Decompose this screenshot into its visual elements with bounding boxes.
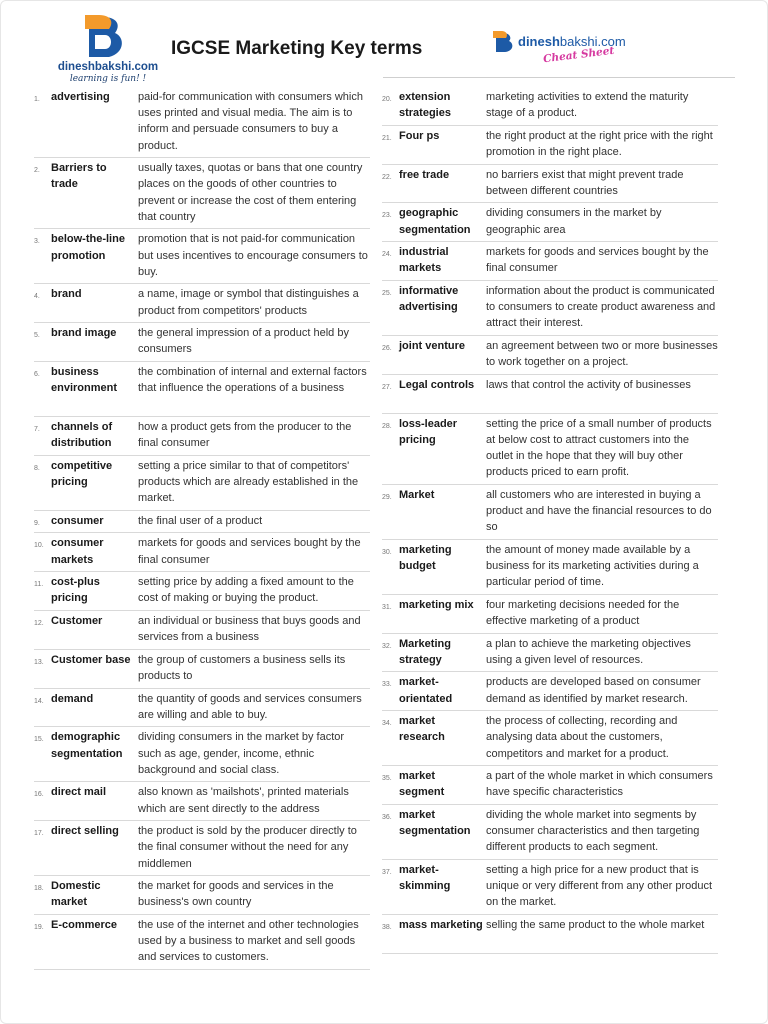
terms-column-left bbox=[34, 87, 370, 970]
term-definition: the right product at the right price with the right promotion in the right place. bbox=[486, 129, 713, 158]
term-definition: a name, image or symbol that distinguishes a product from competitors' products bbox=[138, 288, 359, 317]
page-header bbox=[1, 1, 768, 89]
term-number: 34. bbox=[382, 720, 392, 728]
term-name: brand image bbox=[51, 327, 117, 340]
term-name: Domestic market bbox=[51, 880, 101, 909]
term-number: 2. bbox=[34, 167, 40, 175]
term-number: 35. bbox=[382, 775, 392, 783]
term-definition: setting the price of a small number of products at below cost to attract customers into the outlet in the hope that they will buy other products priced to earn profit. bbox=[486, 417, 712, 479]
term-number: 26. bbox=[382, 344, 392, 352]
term-row bbox=[34, 611, 370, 650]
term-name: loss-leader pricing bbox=[399, 417, 458, 446]
term-number: 13. bbox=[34, 658, 44, 666]
term-number: 18. bbox=[34, 885, 44, 893]
term-number: 22. bbox=[382, 173, 392, 181]
term-row bbox=[34, 782, 370, 821]
logo-tagline: learning is fun! ! bbox=[69, 74, 147, 84]
term-definition: the market for goods and services in the business's own country bbox=[138, 880, 334, 909]
term-number: 15. bbox=[34, 736, 44, 744]
term-number: 25. bbox=[382, 289, 392, 297]
term-definition: no barriers exist that might prevent trade between different countries bbox=[486, 168, 684, 197]
term-number: 4. bbox=[34, 293, 40, 301]
term-name: Market bbox=[399, 488, 435, 501]
logo-right-brand: dineshbakshi.com bbox=[518, 34, 626, 49]
term-definition: the use of the internet and other technologies used by a business to market and sell goods and services to customers. bbox=[138, 918, 359, 964]
term-definition: setting price by adding a fixed amount to the cost of making or buying the product. bbox=[138, 576, 354, 605]
term-number: 37. bbox=[382, 868, 392, 876]
term-number: 23. bbox=[382, 212, 392, 220]
term-definition: dividing consumers in the market by factor such as age, gender, income, ethnic background and social class. bbox=[138, 731, 345, 776]
term-row bbox=[382, 375, 718, 414]
term-number: 30. bbox=[382, 548, 392, 556]
term-definition: an individual or business that buys goods and services from a business bbox=[138, 614, 361, 644]
cheat-sheet-logo bbox=[491, 27, 651, 67]
logo-b-icon bbox=[81, 13, 135, 61]
term-row bbox=[382, 711, 718, 766]
term-number: 19. bbox=[34, 923, 44, 931]
term-row bbox=[34, 876, 370, 915]
term-row bbox=[34, 229, 370, 284]
term-number: 16. bbox=[34, 791, 44, 799]
term-row bbox=[382, 126, 718, 165]
term-number: 14. bbox=[34, 697, 44, 705]
term-definition: dividing the whole market into segments by consumer characteristics and then targeting different products to each segment. bbox=[486, 808, 700, 854]
term-row bbox=[382, 540, 718, 595]
term-name: market research bbox=[399, 715, 445, 744]
term-row bbox=[34, 511, 370, 534]
term-name: industrial markets bbox=[399, 246, 449, 275]
term-number: 28. bbox=[382, 422, 392, 430]
term-definition: the general impression of a product held by consumers bbox=[138, 327, 349, 356]
term-name: business environment bbox=[51, 365, 118, 395]
term-name: free trade bbox=[399, 168, 450, 181]
term-number: 17. bbox=[34, 830, 44, 838]
term-definition: marketing activities to extend the maturity stage of a product. bbox=[486, 91, 689, 120]
term-name: Barriers to trade bbox=[51, 162, 107, 191]
term-definition: an agreement between two or more businesses to work together on a project. bbox=[486, 339, 718, 369]
term-name: market segmentation bbox=[399, 808, 471, 838]
term-number: 36. bbox=[382, 813, 392, 821]
term-row bbox=[34, 362, 370, 417]
term-row bbox=[382, 672, 718, 711]
term-definition: four marketing decisions needed for the effective marketing of a product bbox=[486, 598, 680, 627]
term-row bbox=[382, 242, 718, 281]
dineshbakshi-logo bbox=[53, 13, 163, 89]
term-name: direct selling bbox=[51, 825, 119, 838]
term-row bbox=[382, 634, 718, 673]
term-row bbox=[382, 805, 718, 860]
term-definition: all customers who are interested in buying a product and have the financial resources to do so bbox=[486, 488, 712, 534]
term-definition: setting a price similar to that of competitors' products which are already established in the market. bbox=[138, 459, 359, 505]
term-name: informative advertising bbox=[399, 284, 459, 314]
term-number: 29. bbox=[382, 493, 392, 501]
term-definition: the amount of money made available by a business for its marketing activities during a particular period of time. bbox=[486, 543, 699, 589]
term-name: market-orientated bbox=[399, 676, 453, 705]
term-name: Customer base bbox=[51, 653, 131, 666]
term-name: Legal controls bbox=[399, 378, 475, 391]
logo-b-small-icon bbox=[491, 30, 517, 54]
term-definition: paid-for communication with consumers which uses printed and visual media. The aim is to inform and persuade consumers to buy a product. bbox=[138, 91, 363, 152]
term-name: mass marketing bbox=[399, 918, 483, 931]
term-definition: dividing consumers in the market by geographic area bbox=[486, 207, 662, 236]
term-name: demand bbox=[51, 692, 94, 705]
term-definition: selling the same product to the whole market bbox=[486, 918, 705, 931]
term-name: advertising bbox=[51, 91, 110, 103]
term-number: 9. bbox=[34, 519, 40, 527]
term-definition: markets for goods and services bought by the final consumer bbox=[138, 537, 361, 566]
term-number: 1. bbox=[34, 96, 40, 103]
term-name: marketing mix bbox=[399, 598, 474, 611]
term-row bbox=[34, 821, 370, 876]
term-row bbox=[34, 689, 370, 728]
term-definition: information about the product is communicated to consumers to create product awareness and attract their interest. bbox=[486, 284, 716, 330]
term-name: competitive pricing bbox=[51, 459, 113, 488]
term-row bbox=[34, 572, 370, 611]
term-definition: a part of the whole market in which consumers have specific characteristics bbox=[486, 770, 713, 799]
term-name: Customer bbox=[51, 614, 103, 627]
term-definition: how a product gets from the producer to the final consumer bbox=[138, 420, 352, 450]
term-number: 20. bbox=[382, 96, 392, 103]
header-divider bbox=[383, 77, 735, 78]
logo-brand-text: dineshbakshi.com bbox=[57, 61, 159, 73]
term-number: 11. bbox=[34, 581, 44, 589]
term-number: 7. bbox=[34, 425, 40, 433]
term-number: 24. bbox=[382, 251, 392, 259]
term-number: 21. bbox=[382, 134, 392, 142]
term-row bbox=[382, 165, 718, 204]
term-number: 8. bbox=[34, 464, 40, 472]
term-definition: the final user of a product bbox=[138, 514, 263, 527]
term-name: Four ps bbox=[399, 129, 440, 142]
term-name: brand bbox=[51, 288, 82, 301]
term-definition: a plan to achieve the marketing objectives using a given level of resources. bbox=[486, 637, 691, 666]
term-name: cost-plus pricing bbox=[51, 576, 100, 605]
term-name: geographic segmentation bbox=[399, 207, 471, 236]
term-definition: the combination of internal and external factors that influence the operations of a business bbox=[138, 365, 367, 395]
term-definition: markets for goods and services bought by the final consumer bbox=[486, 246, 709, 275]
term-row bbox=[382, 87, 718, 126]
term-number: 3. bbox=[34, 238, 40, 246]
term-row bbox=[34, 284, 370, 323]
term-name: direct mail bbox=[51, 786, 107, 799]
term-definition: promotion that is not paid-for communication but uses incentives to encourage consumers to buy. bbox=[138, 233, 368, 278]
term-row bbox=[34, 417, 370, 456]
term-number: 10. bbox=[34, 542, 44, 550]
term-definition: laws that control the activity of businesses bbox=[486, 378, 691, 391]
term-number: 31. bbox=[382, 603, 392, 611]
term-name: marketing budget bbox=[399, 543, 452, 572]
term-name: Marketing strategy bbox=[399, 637, 451, 666]
term-row bbox=[34, 533, 370, 572]
term-definition: the group of customers a business sells its products to bbox=[138, 653, 346, 682]
term-name: joint venture bbox=[399, 339, 466, 352]
term-row bbox=[382, 485, 718, 540]
term-definition: products are developed based on consumer demand as identified by market research. bbox=[486, 676, 701, 705]
term-row bbox=[382, 414, 718, 485]
term-definition: also known as 'mailshots', printed materials which are sent directly to the address bbox=[138, 786, 349, 815]
term-number: 33. bbox=[382, 681, 392, 689]
term-number: 5. bbox=[34, 332, 40, 340]
term-name: extension strategies bbox=[399, 91, 451, 120]
term-row bbox=[382, 860, 718, 915]
term-row bbox=[382, 281, 718, 336]
term-number: 38. bbox=[382, 923, 392, 931]
term-row bbox=[382, 336, 718, 375]
term-name: channels of distribution bbox=[51, 420, 113, 450]
term-name: consumer markets bbox=[51, 537, 104, 566]
term-row bbox=[34, 87, 370, 158]
terms-column-right bbox=[382, 87, 718, 954]
term-row bbox=[34, 158, 370, 229]
term-row bbox=[382, 766, 718, 805]
term-row bbox=[34, 650, 370, 689]
term-name: E-commerce bbox=[51, 918, 118, 931]
term-definition: the product is sold by the producer directly to the final consumer without the need for any middlemen bbox=[138, 825, 357, 870]
term-row bbox=[34, 456, 370, 511]
term-definition: setting a high price for a new product that is unique or very different from any other product on the market. bbox=[486, 863, 713, 909]
term-row bbox=[34, 727, 370, 782]
term-row bbox=[382, 595, 718, 634]
term-number: 6. bbox=[34, 370, 40, 378]
term-name: market segment bbox=[399, 770, 445, 799]
term-definition: the quantity of goods and services consumers are willing and able to buy. bbox=[138, 692, 362, 721]
term-name: consumer bbox=[51, 514, 104, 527]
term-name: demographic segmentation bbox=[51, 731, 123, 760]
term-number: 32. bbox=[382, 642, 392, 650]
term-row bbox=[34, 915, 370, 970]
page-title: IGCSE Marketing Key terms bbox=[171, 38, 423, 59]
term-name: below-the-line promotion bbox=[51, 233, 125, 262]
term-definition: usually taxes, quotas or bans that one country places on the goods of other countries to prevent or increase the cost of them entering that country bbox=[138, 162, 363, 223]
term-row bbox=[34, 323, 370, 362]
term-number: 27. bbox=[382, 383, 392, 391]
term-number: 12. bbox=[34, 619, 44, 627]
cheat-sheet-tag: Cheat Sheet bbox=[542, 44, 615, 66]
term-definition: the process of collecting, recording and analysing data about the customers, competitors and market for a product. bbox=[486, 715, 678, 760]
term-row bbox=[382, 203, 718, 242]
term-row bbox=[382, 915, 718, 954]
term-name: market-skimming bbox=[399, 863, 451, 893]
